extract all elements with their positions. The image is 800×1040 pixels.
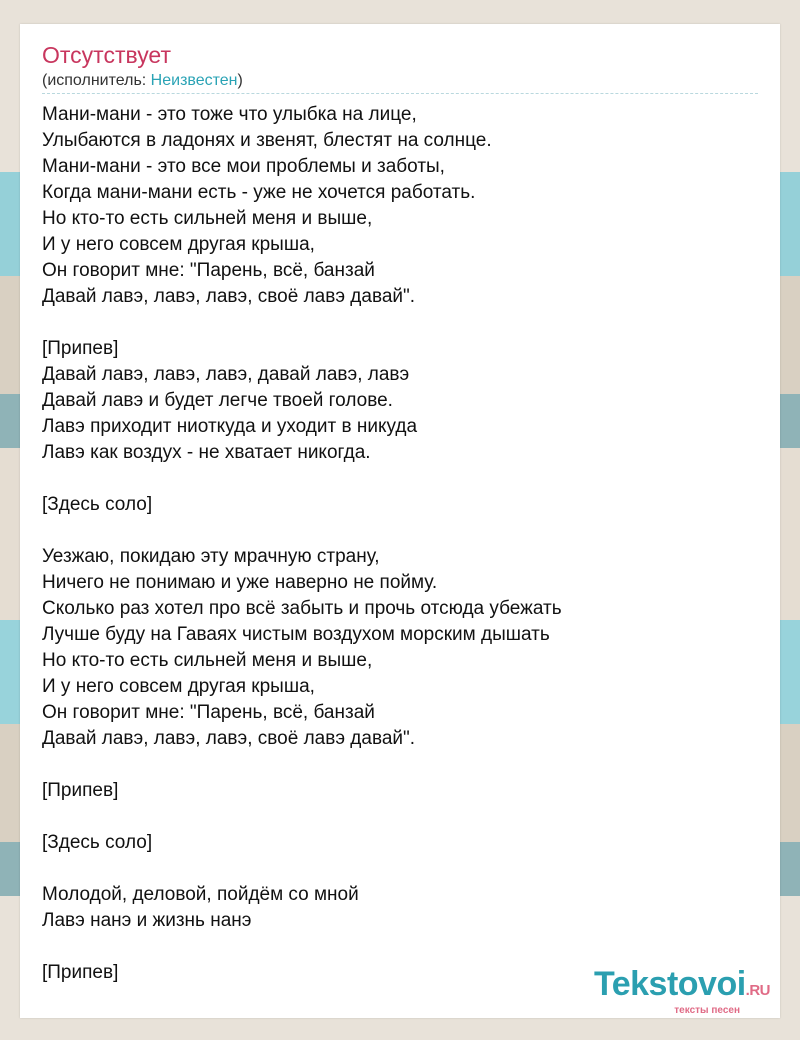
artist-link[interactable]: Неизвестен — [150, 72, 238, 89]
blank-line — [42, 310, 758, 336]
lyric-line: Давай лавэ, лавэ, лавэ, давай лавэ, лавэ — [42, 364, 410, 385]
lyric-line: Сколько раз хотел про всё забыть и прочь отсюда убежать — [42, 598, 562, 619]
blank-line — [42, 804, 758, 830]
lyric-line: [Припев] — [42, 780, 119, 801]
logo-tld: .RU — [745, 982, 770, 999]
lyric-line: Лавэ приходит ниоткуда и уходит в никуда — [42, 416, 418, 437]
lyric-line: Уезжаю, покидаю эту мрачную страну, — [42, 546, 380, 567]
lyrics-body — [42, 102, 758, 986]
lyric-line: Лавэ нанэ и жизнь нанэ — [42, 910, 252, 931]
logo-tagline: тексты песен — [674, 1005, 740, 1016]
lyric-line: [Здесь соло] — [42, 494, 153, 515]
title-divider — [42, 93, 758, 94]
lyric-line: Молодой, деловой, пойдём со мной — [42, 884, 359, 905]
lyric-line: Он говорит мне: "Парень, всё, банзай — [42, 260, 375, 281]
blank-line — [42, 934, 758, 960]
lyric-line: Но кто-то есть сильней меня и выше, — [42, 650, 373, 671]
lyric-line: Он говорит мне: "Парень, всё, банзай — [42, 702, 375, 723]
logo-brand: Tekstovoi.RU — [593, 965, 770, 1003]
lyrics-card — [20, 24, 780, 1018]
blank-line — [42, 752, 758, 778]
lyric-line: Когда мани-мани есть - уже не хочется работать. — [42, 182, 476, 203]
artist-suffix: ) — [237, 72, 243, 89]
blank-line — [42, 518, 758, 544]
lyric-line: Улыбаются в ладонях и звенят, блестят на солнце. — [42, 130, 492, 151]
lyric-line: [Здесь соло] — [42, 832, 153, 853]
lyric-line: Давай лавэ, лавэ, лавэ, своё лавэ давай". — [42, 286, 416, 307]
lyric-line: [Припев] — [42, 962, 119, 983]
artist-prefix: (исполнитель: — [42, 72, 151, 89]
lyric-line: Лавэ как воздух - не хватает никогда. — [42, 442, 371, 463]
lyric-line: Мани-мани - это тоже что улыбка на лице, — [42, 104, 417, 125]
lyric-line: Давай лавэ и будет легче твоей голове. — [42, 390, 393, 411]
lyric-line: Лучше буду на Гаваях чистым воздухом морским дышать — [42, 624, 550, 645]
lyric-line: [Припев] — [42, 338, 119, 359]
blank-line — [42, 466, 758, 492]
lyric-line: Давай лавэ, лавэ, лавэ, своё лавэ давай". — [42, 728, 416, 749]
lyric-line: Ничего не понимаю и уже наверно не пойму. — [42, 572, 438, 593]
artist-line — [42, 72, 243, 90]
lyric-line: И у него совсем другая крыша, — [42, 234, 315, 255]
lyric-line: Но кто-то есть сильней меня и выше, — [42, 208, 373, 229]
song-title: Отсутствует — [42, 42, 171, 68]
site-logo[interactable] — [594, 966, 770, 1016]
blank-line — [42, 856, 758, 882]
lyric-line: Мани-мани - это все мои проблемы и заботы, — [42, 156, 445, 177]
lyric-line: И у него совсем другая крыша, — [42, 676, 315, 697]
